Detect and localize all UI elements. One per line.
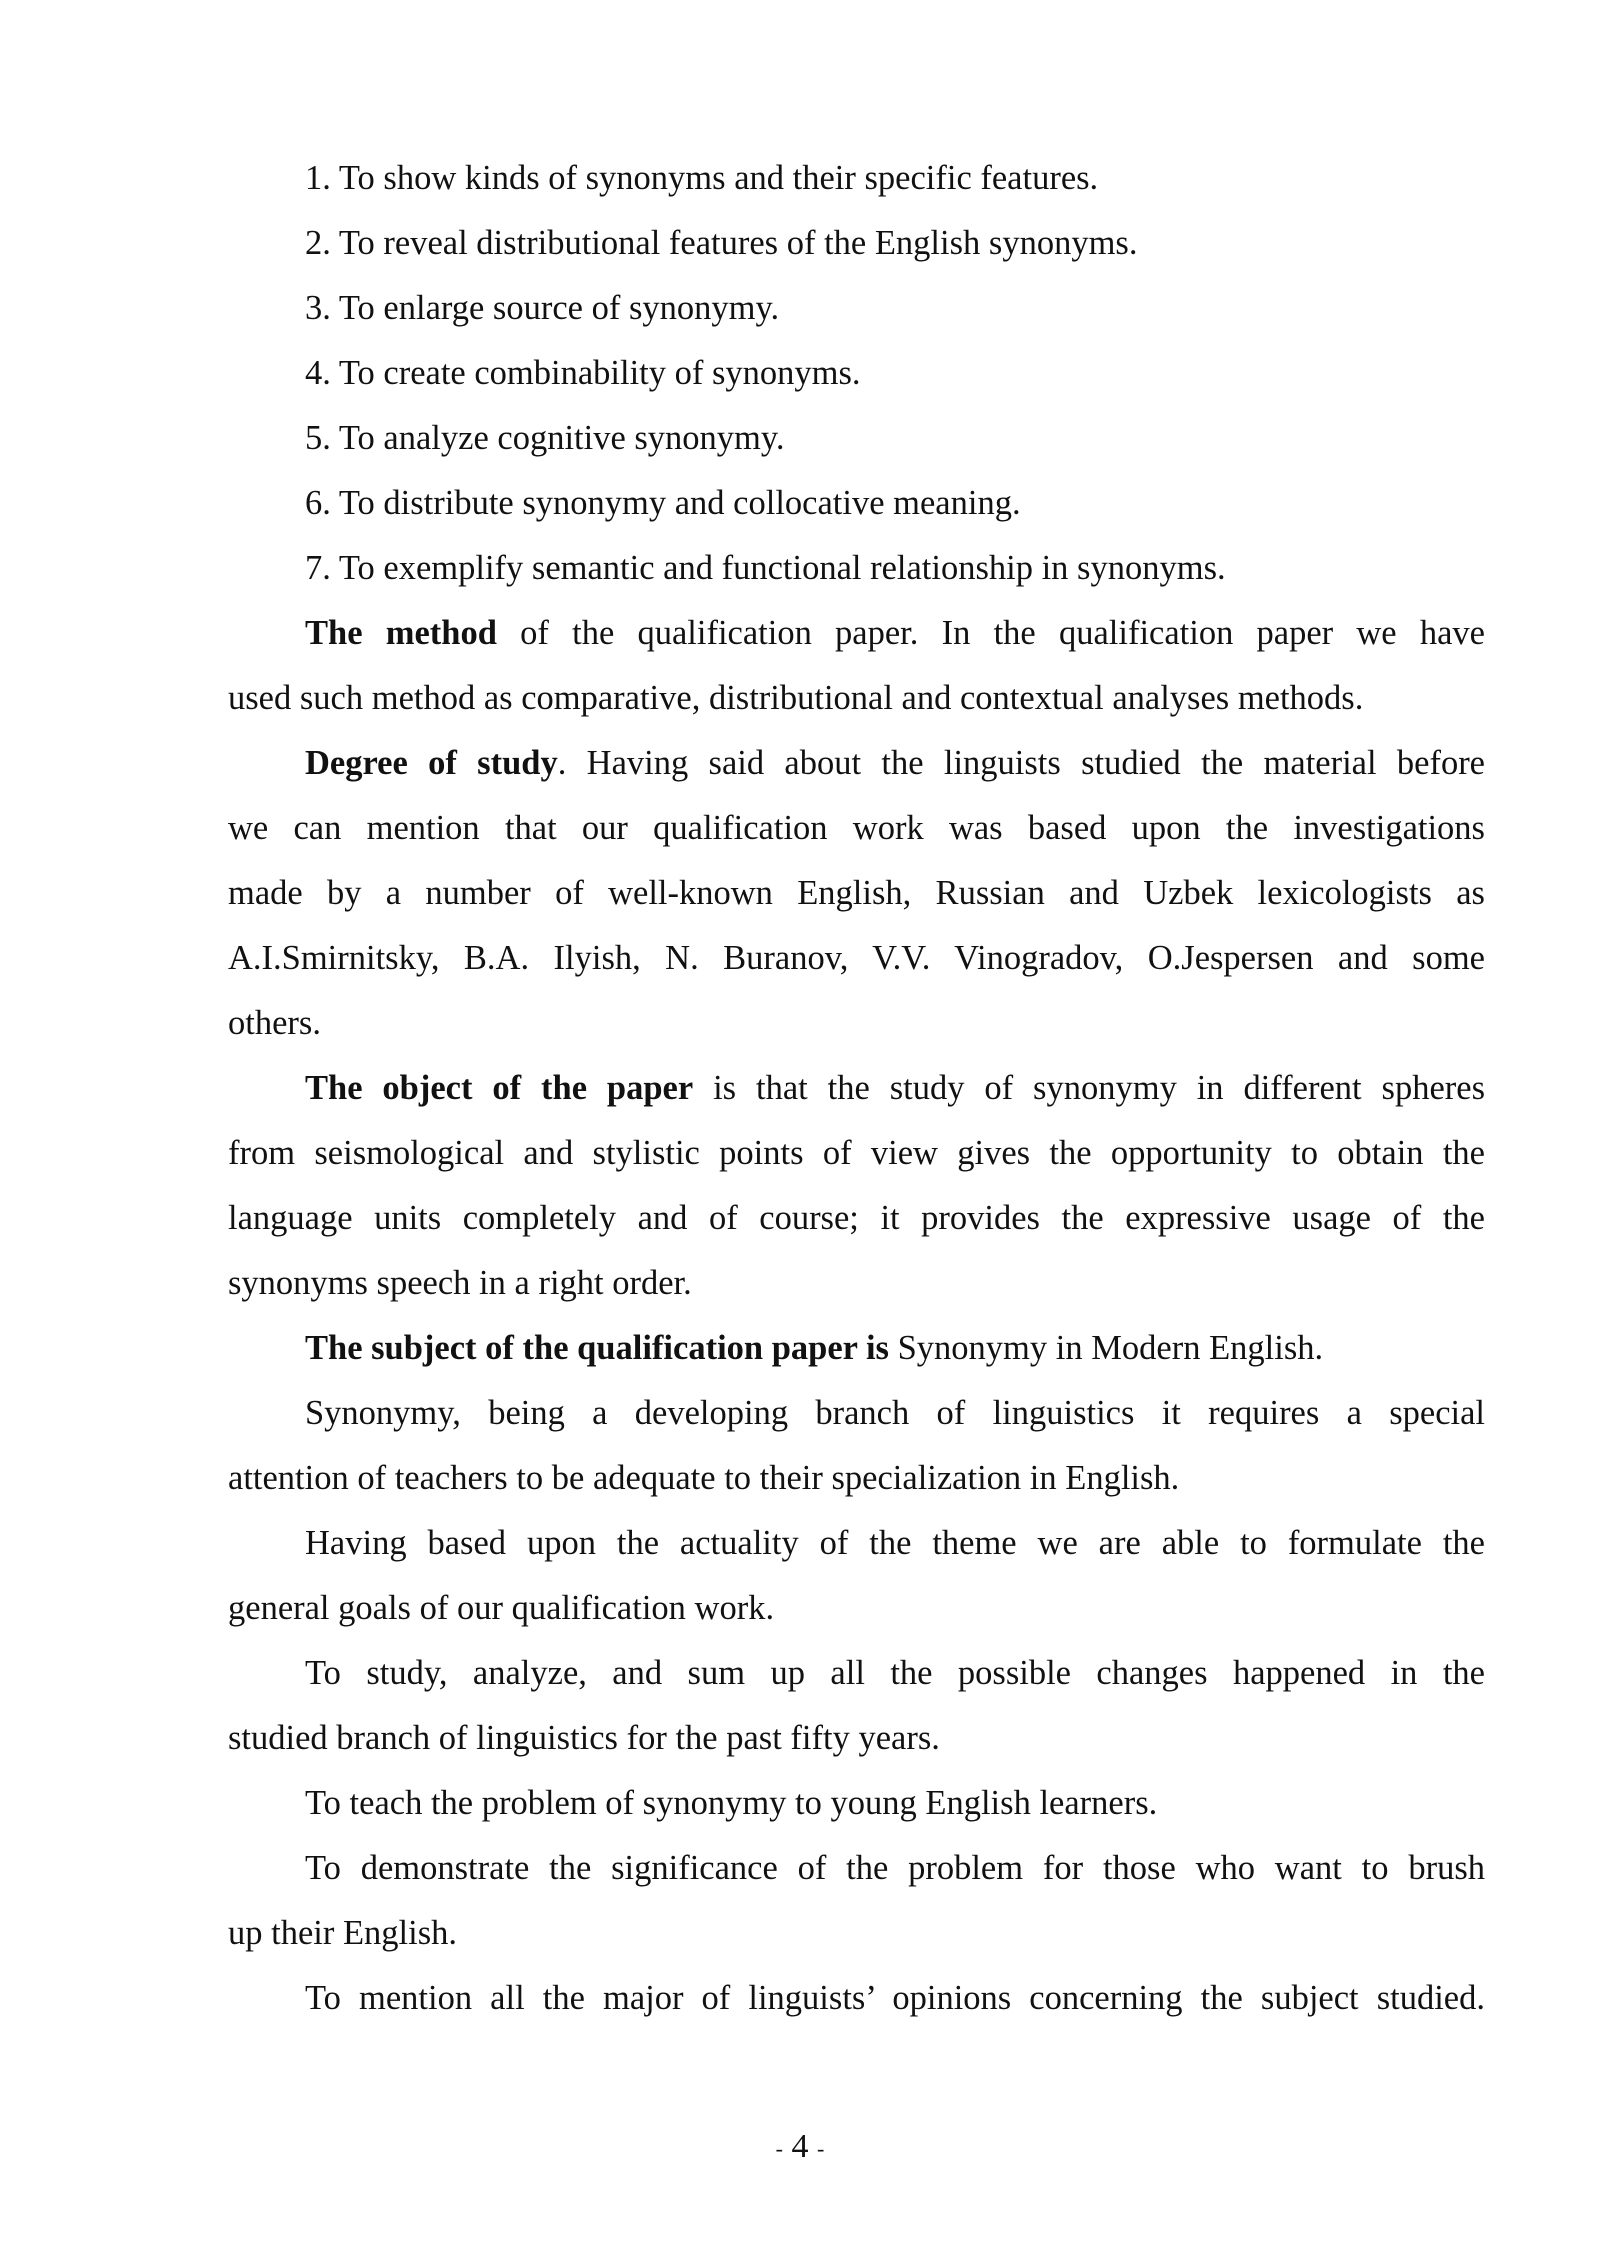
synonymy-paragraph [228, 1381, 1485, 1511]
degree-line: A.I.Smirnitsky, B.A. Ilyish, N. Buranov, V.V. Vinogradov, O.Jespersen and some [228, 939, 1485, 977]
demonstrate-line: up their English. [228, 1914, 458, 1952]
method-line: used such method as comparative, distributional and contextual analyses methods. [228, 679, 1364, 717]
demonstrate-line: To demonstrate the significance of the problem for those who want to brush [305, 1849, 1485, 1887]
synonymy-line: Synonymy, being a developing branch of linguistics it requires a special [305, 1394, 1485, 1432]
objective-item: 5. To analyze cognitive synonymy. [305, 419, 785, 457]
degree-paragraph [228, 731, 1485, 1056]
actuality-paragraph [228, 1511, 1485, 1641]
objective-item: 6. To distribute synonymy and collocative meaning. [305, 484, 1021, 522]
objectives-list [228, 146, 1485, 601]
method-line [228, 601, 1485, 666]
object-paragraph [228, 1056, 1485, 1316]
degree-text: . Having said about the linguists studied the material before [557, 744, 1485, 782]
objective-item: 1. To show kinds of synonyms and their specific features. [305, 159, 1099, 197]
object-line: language units completely and of course; it provides the expressive usage of the [228, 1199, 1485, 1237]
actuality-line: Having based upon the actuality of the theme we are able to formulate the [305, 1524, 1485, 1562]
degree-line: others. [228, 1004, 321, 1042]
subject-heading: The subject of the qualification paper is [305, 1329, 889, 1367]
footer-left-dash: - [775, 2136, 783, 2162]
subject-paragraph [228, 1316, 1485, 1381]
degree-heading: Degree of study [305, 744, 558, 782]
degree-line: made by a number of well-known English, Russian and Uzbek lexicologists as [228, 874, 1485, 912]
object-line: from seismological and stylistic points of view gives the opportunity to obtain the [228, 1134, 1485, 1172]
study-line: studied branch of linguistics for the past fifty years. [228, 1719, 940, 1757]
degree-line: we can mention that our qualification work was based upon the investigations [228, 809, 1485, 847]
degree-line [228, 731, 1485, 796]
synonymy-line: attention of teachers to be adequate to their specialization in English. [228, 1459, 1180, 1497]
objective-item: 2. To reveal distributional features of the English synonyms. [305, 224, 1138, 262]
object-line [228, 1056, 1485, 1121]
object-line: synonyms speech in a right order. [228, 1264, 692, 1302]
footer-right-dash: - [817, 2136, 825, 2162]
page-footer [0, 2127, 1600, 2169]
subject-line [228, 1316, 1485, 1381]
teach-line: To teach the problem of synonymy to young English learners. [305, 1784, 1158, 1822]
method-paragraph [228, 601, 1485, 731]
objective-item: 7. To exemplify semantic and functional relationship in synonyms. [305, 549, 1226, 587]
object-heading: The object of the paper [305, 1069, 694, 1107]
objective-item: 4. To create combinability of synonyms. [305, 354, 861, 392]
page-number: 4 [791, 2128, 809, 2165]
object-text: is that the study of synonymy in different spheres [693, 1069, 1485, 1107]
objective-item: 3. To enlarge source of synonymy. [305, 289, 780, 327]
study-line: To study, analyze, and sum up all the possible changes happened in the [305, 1654, 1485, 1692]
study-paragraph [228, 1641, 1485, 1771]
teach-paragraph [228, 1771, 1485, 1836]
method-text: of the qualification paper. In the qualification paper we have [496, 614, 1485, 652]
actuality-line: general goals of our qualification work. [228, 1589, 775, 1627]
subject-text: Synonymy in Modern English. [888, 1329, 1324, 1367]
mention-line: To mention all the major of linguists’ opinions concerning the subject studied. [305, 1979, 1485, 2017]
method-heading: The method [305, 614, 497, 652]
demonstrate-paragraph [228, 1836, 1485, 1966]
mention-paragraph [228, 1966, 1485, 2031]
document-page [228, 146, 1485, 2031]
